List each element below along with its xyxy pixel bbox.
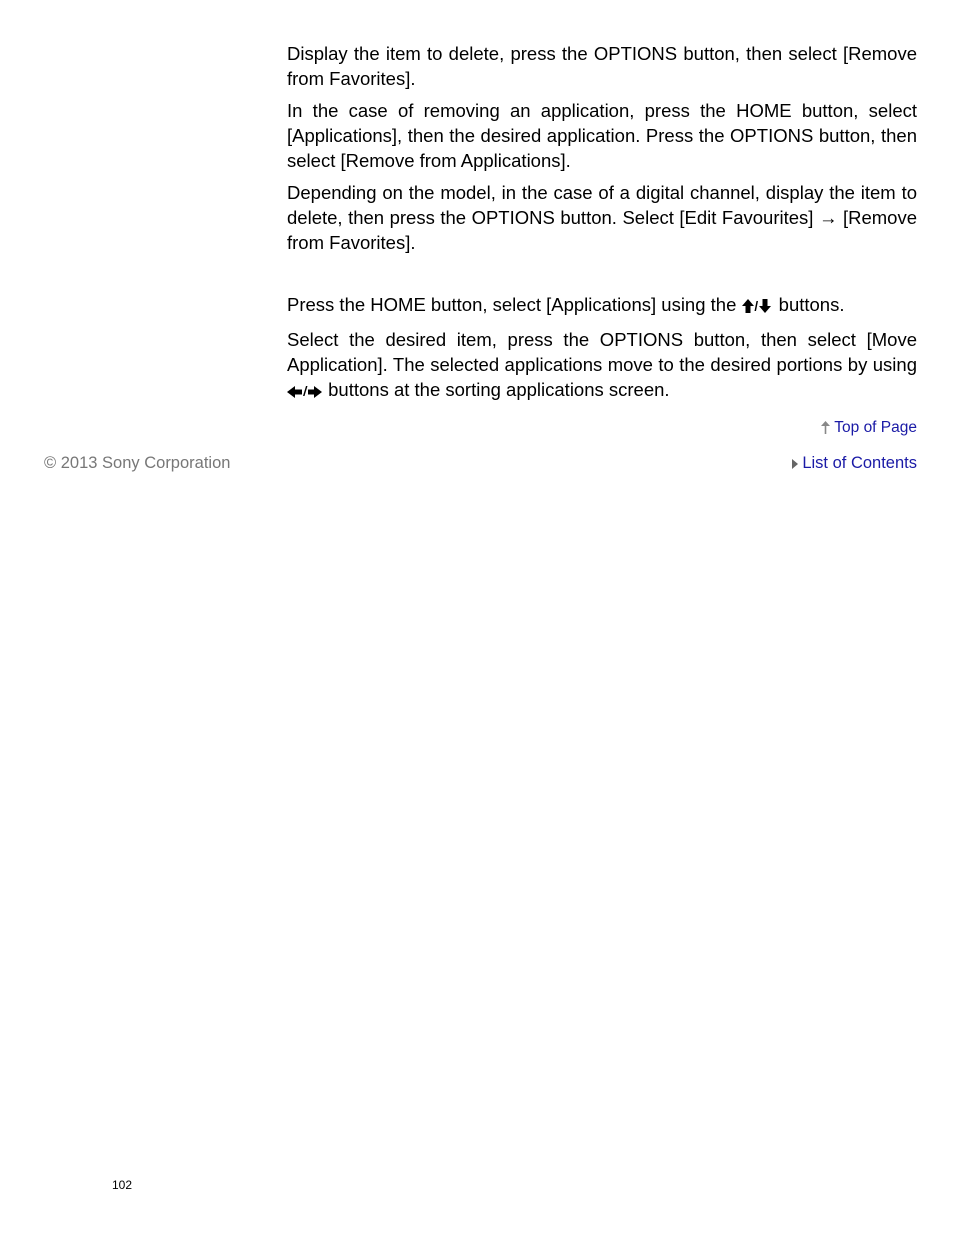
page-number: 102 [112,1178,133,1192]
up-arrow-icon [820,420,831,440]
main-content [287,41,917,412]
up-down-arrow-icon [742,295,774,320]
top-of-page-link[interactable] [820,418,917,440]
step-remove-digital-channel: Depending on the model, in the case of a digital channel, display the item to delete, then press the OPTIONS button. Select [Edit Favourites] → [Remove from Favorites]. [287,182,917,253]
step-move-application [287,327,917,405]
step-move-application-text-after: buttons at the sorting applications screen. [328,379,670,400]
step-move-home [287,292,917,320]
triangle-right-icon [791,455,799,475]
step-move-home-text-after: buttons. [778,294,845,315]
copyright: © 2013 Sony Corporation [44,454,231,472]
step-remove-favorites: Display the item to delete, press the OPTIONS button, then select [Remove from Favorites]. [287,43,917,89]
list-of-contents-label: List of Contents [802,454,917,472]
section-gap [287,262,917,292]
step-remove-application: In the case of removing an application, press the HOME button, select [Applications], then the desired application. Press the OPTIONS button, then select [Remove from Applications]. [287,100,917,171]
top-of-page-label: Top of Page [834,419,917,436]
list-of-contents-link[interactable] [791,453,917,475]
left-right-arrow-icon [287,380,323,405]
step-move-home-text-before: Press the HOME button, select [Applications] using the [287,294,737,315]
step-move-application-text-before: Select the desired item, press the OPTIONS button, then select [Move Application]. The selected applications move to the desired portions by using [287,329,917,375]
